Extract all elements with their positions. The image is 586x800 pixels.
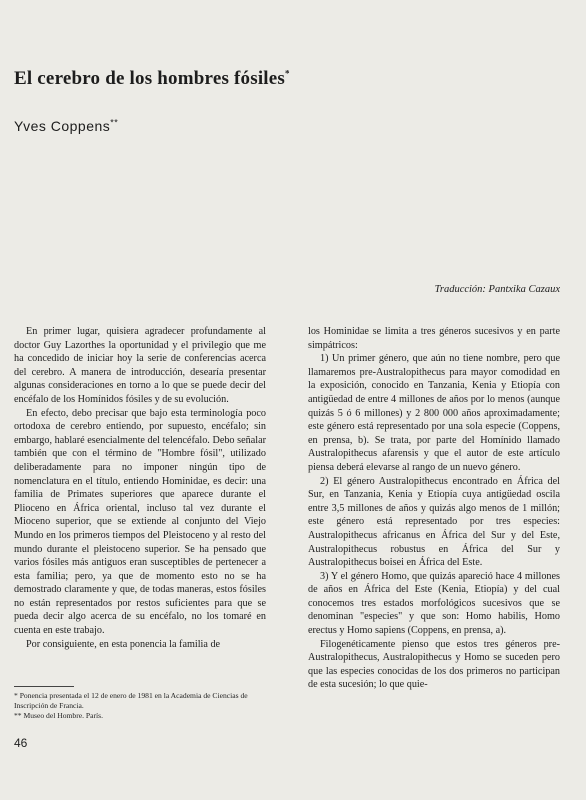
translator-credit: Traducción: Pantxika Cazaux <box>434 284 560 295</box>
title-footnote-mark: * <box>285 68 290 79</box>
article-author <box>14 118 118 134</box>
right-column <box>308 325 560 692</box>
paragraph: Filogenéticamente pienso que estos tres géneros pre-Australopithecus, Australopithecus y Homo se suceden pero que las especies conocidas de los dos primeros no participan de esta sucesión; lo que quie- <box>308 638 560 691</box>
paragraph: los Hominidae se limita a tres géneros sucesivos y en parte simpátricos: <box>308 326 560 351</box>
paragraph: 1) Un primer género, que aún no tiene nombre, pero que llamaremos pre-Australopithecus para mayor comodidad en la exposición, conocido en Tanzania, Kenia y Etiopía con antigüedad de entre 4 millones de años por lo menos (aunque quizás 5 ó 6 millones) y 2 800 000 años aproximadamente; este género está representado por una sola especie (Coppens, en prensa, b). Se trata, por parte del Homínido llamado Australopithecus afarensis y que el autor de este artículo piensa deberá elevarse al rango de un nuevo género. <box>308 353 560 473</box>
author-footnote-mark: ** <box>110 117 119 128</box>
paragraph: En primer lugar, quisiera agradecer profundamente al doctor Guy Lazorthes la oportunidad y el privilegio que me ha concedido de iniciar hoy la serie de conferencias acerca del cerebro. A manera de introducción, desearía presentar algunas consideraciones en torno a lo que se puede decir del encéfalo de los Homínidos fósiles y de su evolución. <box>14 326 266 405</box>
footnote-divider <box>14 686 74 687</box>
paragraph: 2) El género Australopithecus encontrado en África del Sur, en Tanzania, Kenia y Etiopía cuya antigüedad oscila entre 3,5 millones de años y quizás algo menos de 1 millón; este género está representado por tres especies: Australopithecus africanus en África del Sur y del Este, Australopithecus robustus en África del Sur y Australopithecus boisei en África del Este. <box>308 475 560 569</box>
author-name: Yves Coppens <box>14 118 111 134</box>
footnotes <box>14 691 266 721</box>
page-number: 46 <box>14 736 28 750</box>
left-column <box>14 325 266 651</box>
footnote: * Ponencia presentada el 12 de enero de 1981 en la Academia de Ciencias de Inscripción de Francia. <box>14 691 248 710</box>
article-title-text: El cerebro de los hombres fósiles <box>14 68 286 89</box>
paragraph: En efecto, debo precisar que bajo esta terminología poco ortodoxa de cerebro entiendo, por supuesto, encéfalo; sin embargo, hablaré esencialmente del telencéfalo. Debo señalar también que con el término de "Hombre fósil", utilizado deliberadamente para no imponer ningún tipo de nomenclatura en el título, entiendo Hominidae, es decir: una familia de Primates superiores que aparece durante el Plioceno en África oriental, incluso tal vez durante el Mioceno superior, que se extiende al conjunto del Viejo Mundo en los primeros tiempos del Pleistoceno y al resto del mundo durante el pleistoceno superior. Se ha pensado que varios fósiles más antiguos eran susceptibles de pertenecer a esta familia; pero, ya que de momento esto no se ha demostrado claramente y que, de todas maneras, estos fósiles no están representados por restos suficientes para que se pueda decir algo acerca de su encéfalo, no los tomaré en cuenta en este trabajo. <box>14 407 266 637</box>
paragraph: 3) Y el género Homo, que quizás apareció hace 4 millones de años en África del Este (Kenia, Etiopía) y del cual conocemos tres estados morfológicos sucesivos que se denominan "especies" y que son: Homo habilis, Homo erectus y Homo sapiens (Coppens, en prensa, a). <box>308 570 560 637</box>
footnote: ** Museo del Hombre. París. <box>14 711 104 720</box>
article-title <box>14 68 290 90</box>
paragraph: Por consiguiente, en esta ponencia la familia de <box>26 638 221 650</box>
